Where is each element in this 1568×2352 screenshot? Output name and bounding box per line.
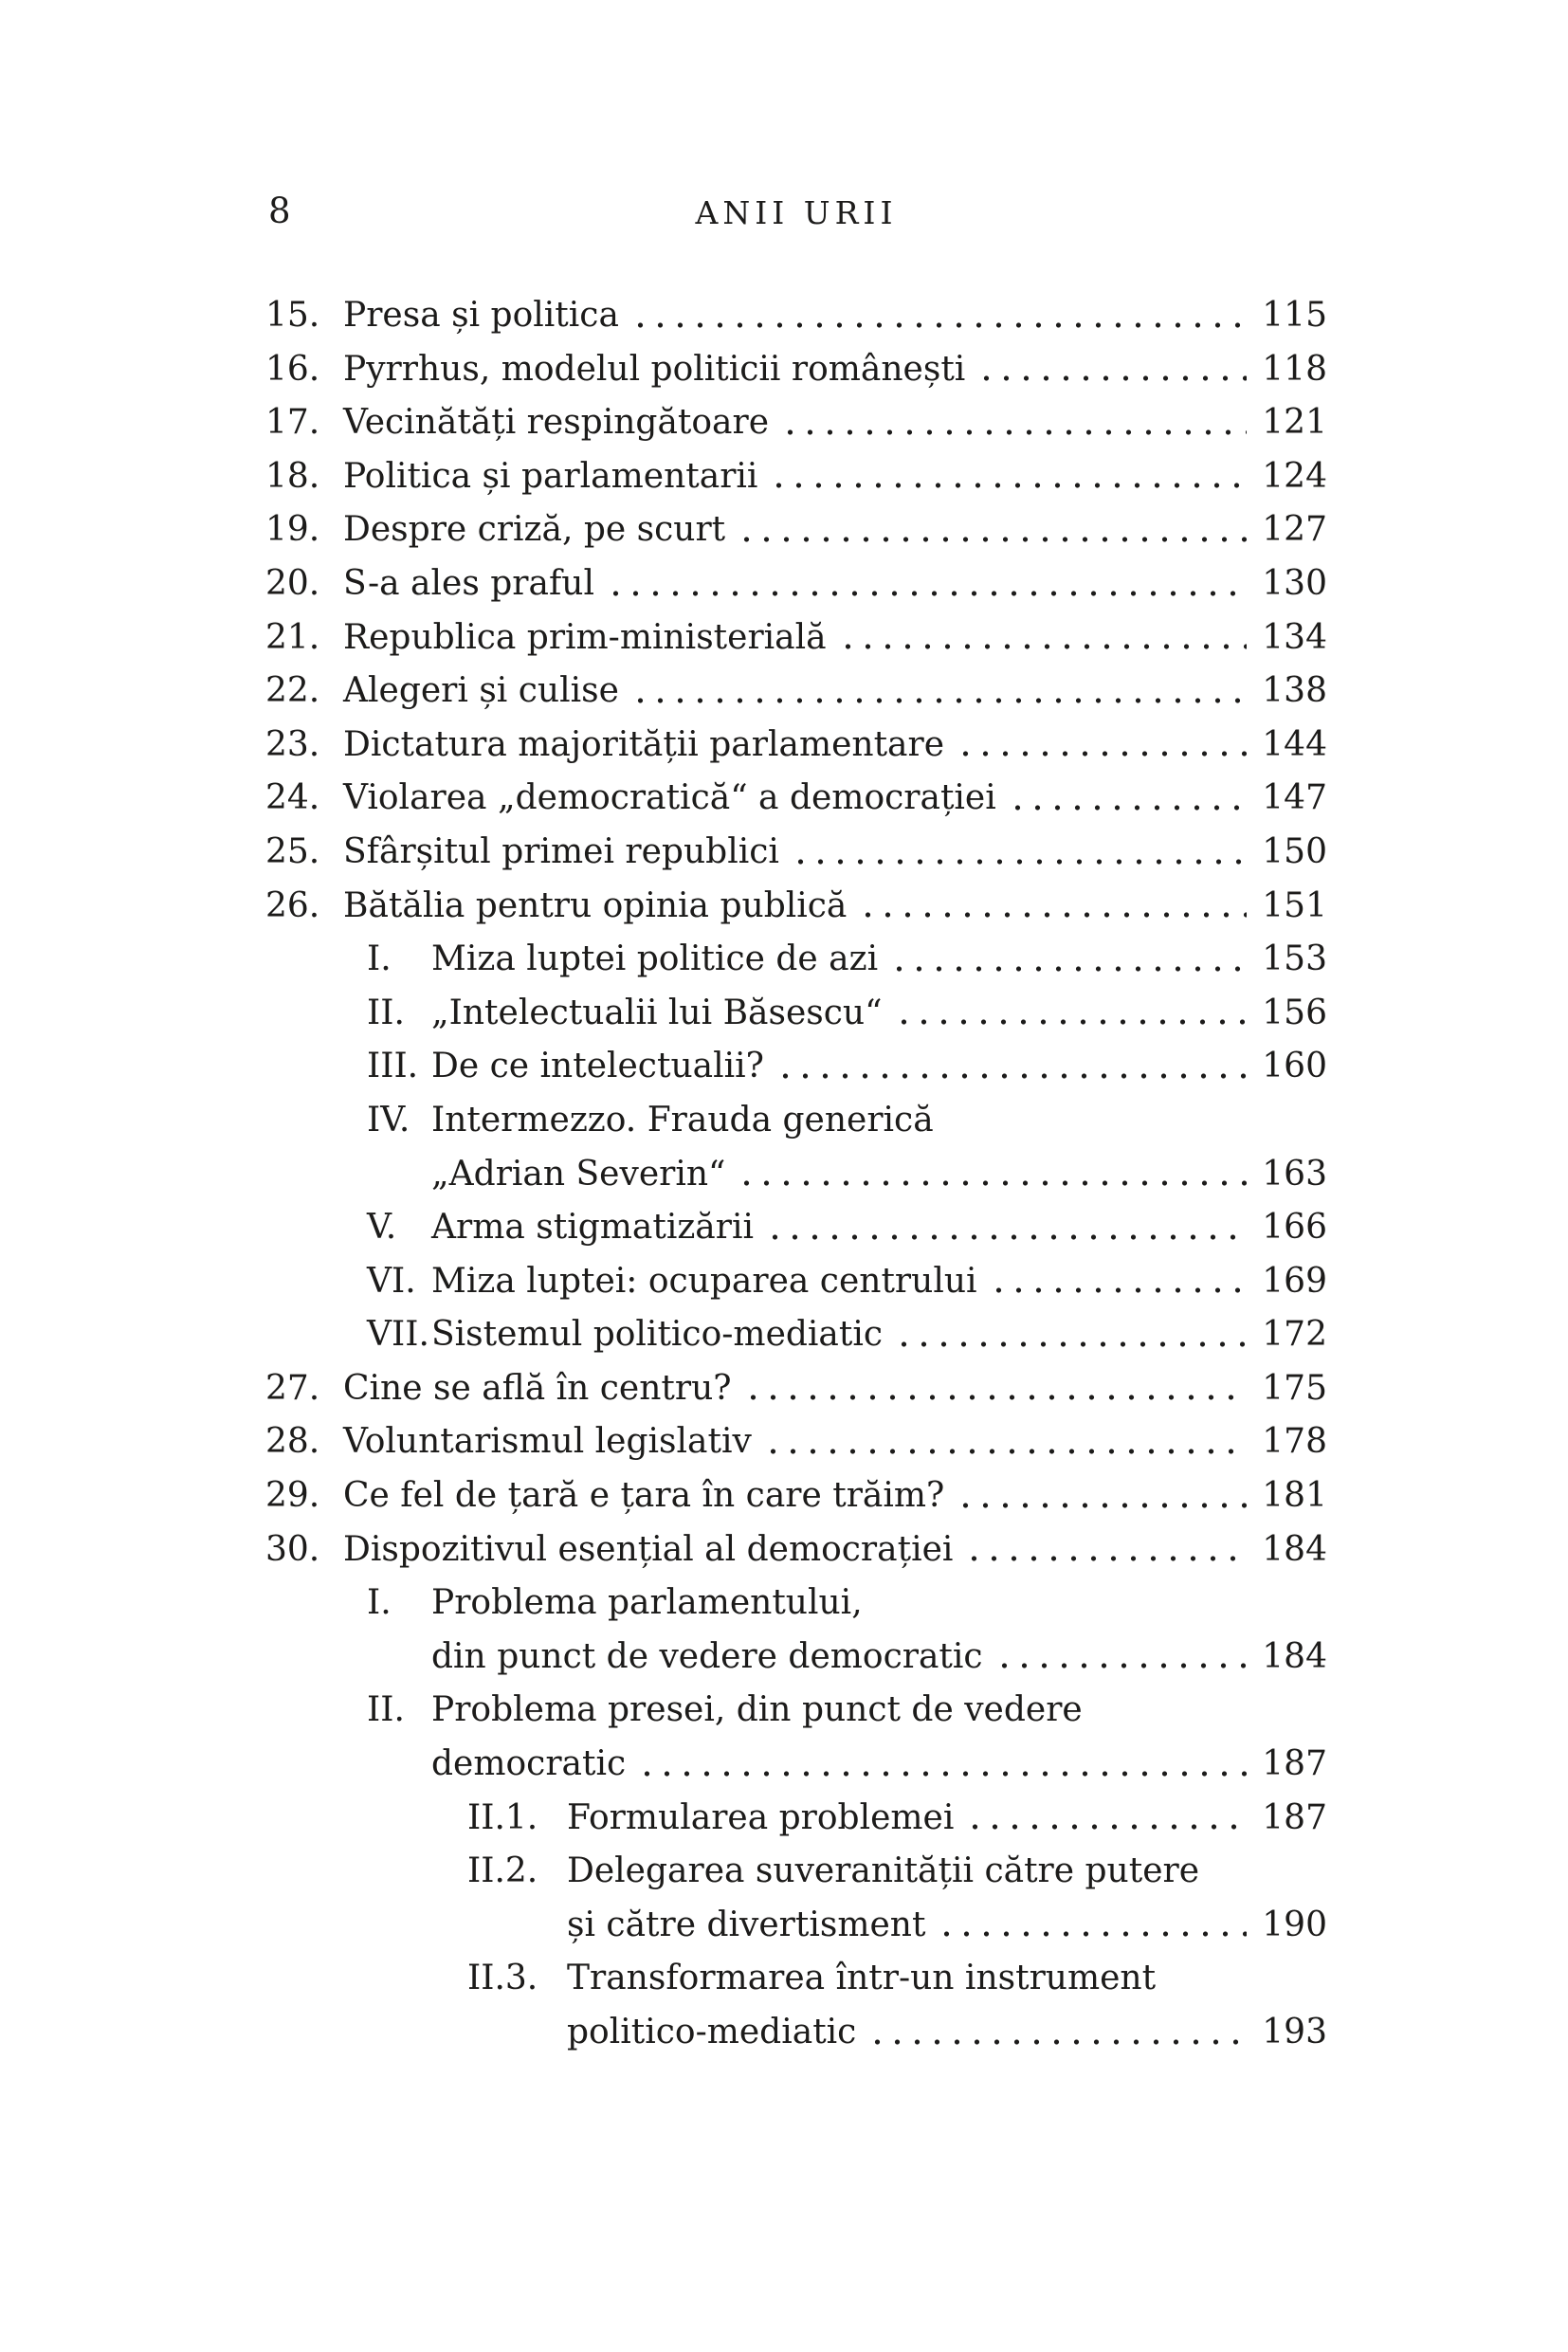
toc-entry-number: 30.: [265, 1529, 320, 1569]
dot-leader: [1094, 1684, 1249, 1738]
dot-leader: [964, 1523, 1247, 1577]
toc-entry-number: 22.: [265, 671, 320, 711]
dot-leader: [763, 1415, 1247, 1469]
toc-entry-title: Voluntarismul legislativ: [343, 1422, 752, 1462]
dot-leader: [894, 1308, 1247, 1362]
toc-row: [265, 987, 1327, 1041]
toc-entry-number: III.: [367, 1047, 419, 1086]
toc-entry-number: 29.: [265, 1476, 320, 1516]
toc-entry-number: 16.: [265, 349, 320, 389]
toc-entry-title: Despre criză, pe scurt: [343, 510, 726, 550]
toc-entry-title: Formularea problemei: [567, 1797, 955, 1837]
dot-leader: [994, 1631, 1248, 1685]
running-head: ANII URII: [695, 194, 898, 231]
dot-leader: [630, 289, 1247, 343]
toc-page-number: 172: [1262, 1315, 1327, 1355]
toc-row: [265, 450, 1327, 504]
toc-entry-title: Transformarea într-un instrument: [567, 1959, 1157, 1998]
toc-entry-number: IV.: [367, 1100, 410, 1140]
toc-row: [265, 1040, 1327, 1094]
toc-entry-title: politico-mediatic: [567, 2013, 857, 2051]
dot-leader: [780, 396, 1247, 450]
dot-leader: [965, 1792, 1247, 1846]
toc-entry-number: 27.: [265, 1368, 320, 1408]
toc-row: [265, 1094, 1327, 1148]
toc-row: [265, 1308, 1327, 1362]
toc-page-number: 130: [1262, 563, 1327, 603]
toc-entry-title: Miza luptei politice de azi: [431, 939, 879, 979]
toc-entry-title: Politica și parlamentarii: [343, 456, 758, 496]
toc-entry-number: II.1.: [467, 1797, 538, 1837]
dot-leader: [889, 933, 1247, 987]
toc-page-number: 150: [1262, 831, 1327, 871]
toc-page-number: 187: [1262, 1744, 1327, 1784]
dot-leader: [765, 1201, 1247, 1255]
dot-leader: [1211, 1845, 1249, 1899]
toc-entry-number: V.: [367, 1208, 397, 1248]
toc-entry-number: 19.: [265, 510, 320, 550]
toc-row: [265, 1738, 1327, 1792]
dot-leader: [945, 1094, 1249, 1148]
toc-entry-number: 18.: [265, 456, 320, 496]
dot-leader: [630, 665, 1247, 719]
toc-entry-title: Problema parlamentului,: [431, 1583, 863, 1623]
toc-entry-number: 25.: [265, 831, 320, 871]
dot-leader: [874, 1577, 1249, 1631]
dot-leader: [637, 1738, 1247, 1792]
toc-entry-title: „Intelectualii lui Băsescu“: [431, 993, 883, 1032]
toc-row: [265, 1415, 1327, 1469]
dot-leader: [937, 1899, 1247, 1953]
toc-entry-number: 23.: [265, 724, 320, 764]
toc-page-number: 181: [1262, 1476, 1327, 1516]
toc-page-number: 156: [1262, 993, 1327, 1032]
toc-row: [265, 396, 1327, 450]
toc-entry-title: și către divertisment: [567, 1905, 926, 1944]
toc-row: [265, 1792, 1327, 1846]
toc-row: [265, 1577, 1327, 1631]
toc-row: [265, 933, 1327, 987]
toc-entry-title: Sfârșitul primei republici: [343, 831, 779, 871]
toc-page-number: 124: [1262, 456, 1327, 496]
dot-leader: [737, 1148, 1247, 1202]
toc-row: [265, 1952, 1327, 2006]
toc-page-number: 153: [1262, 939, 1327, 979]
toc-entry-title: democratic: [431, 1744, 627, 1784]
toc-entry-title: Miza luptei: ocuparea centrului: [431, 1261, 977, 1301]
toc-entry-title: Intermezzo. Frauda generică: [431, 1100, 934, 1140]
toc-entry-number: 21.: [265, 617, 320, 657]
toc-row: [265, 1631, 1327, 1685]
toc-row: [265, 665, 1327, 719]
toc-row: [265, 343, 1327, 397]
toc-entry-number: II.: [367, 1690, 405, 1730]
dot-leader: [791, 826, 1247, 880]
toc-row: [265, 1255, 1327, 1309]
toc-entry-number: I.: [367, 939, 392, 979]
dot-leader: [858, 880, 1247, 934]
toc-entry-title: S-a ales praful: [343, 563, 594, 603]
toc-entry-title: Delegarea suveranității către putere: [567, 1851, 1200, 1891]
toc-entry-title: Problema presei, din punct de vedere: [431, 1690, 1083, 1730]
toc-entry-number: 24.: [265, 778, 320, 818]
dot-leader: [976, 343, 1247, 397]
toc-row: [265, 557, 1327, 611]
dot-leader: [775, 1040, 1247, 1094]
toc-entry-title: De ce intelectualii?: [431, 1047, 764, 1086]
toc-page-number: 115: [1262, 296, 1327, 335]
toc-page-number: 184: [1262, 1529, 1327, 1569]
toc-row: [265, 826, 1327, 880]
toc-entry-title: „Adrian Severin“: [431, 1154, 726, 1194]
dot-leader: [867, 2006, 1247, 2060]
toc-entry-number: II.: [367, 993, 405, 1032]
toc-page-number: 121: [1262, 403, 1327, 443]
toc-row: [265, 289, 1327, 343]
toc-entry-title: Dictatura majorității parlamentare: [343, 724, 945, 764]
toc-entry-title: Sistemul politico-mediatic: [431, 1315, 884, 1355]
toc-row: [265, 1899, 1327, 1953]
toc-entry-title: Violarea „democratică“ a democrației: [343, 778, 996, 818]
toc-row: [265, 880, 1327, 934]
toc-entry-title: Bătălia pentru opinia publică: [343, 885, 848, 925]
toc-entry-title: Alegeri și culise: [343, 671, 619, 711]
toc-entry-title: Vecinătăți respingătoare: [343, 403, 770, 443]
toc-page-number: 190: [1262, 1905, 1327, 1944]
toc-row: [265, 1684, 1327, 1738]
toc-row: [265, 1469, 1327, 1523]
toc-row: [265, 1362, 1327, 1416]
toc-entry-number: I.: [367, 1583, 392, 1623]
toc-page-number: 160: [1262, 1047, 1327, 1086]
toc-row: [265, 772, 1327, 826]
toc-page-number: 193: [1262, 2013, 1327, 2051]
toc-page-number: 144: [1262, 724, 1327, 764]
toc-row: [265, 1523, 1327, 1577]
toc-page-number: 151: [1262, 885, 1327, 925]
toc-page-number: 163: [1262, 1154, 1327, 1194]
toc-page-number: 147: [1262, 778, 1327, 818]
toc-page-number: 134: [1262, 617, 1327, 657]
toc-row: [265, 1845, 1327, 1899]
toc-entry-number: 20.: [265, 563, 320, 603]
toc-entry-number: 26.: [265, 885, 320, 925]
toc-entry-number: VI.: [367, 1261, 416, 1301]
toc-entry-number: 15.: [265, 296, 320, 335]
toc-entry-title: Dispozitivul esențial al democrației: [343, 1529, 954, 1569]
toc-row: [265, 503, 1327, 557]
toc-page-number: 187: [1262, 1797, 1327, 1837]
dot-leader: [956, 719, 1247, 773]
dot-leader: [737, 503, 1247, 557]
dot-leader: [606, 557, 1247, 611]
toc-row: [265, 1148, 1327, 1202]
table-of-contents: [265, 289, 1327, 2060]
toc-entry-number: II.3.: [467, 1959, 538, 1998]
dot-leader: [1167, 1952, 1249, 2006]
toc-entry-title: Pyrrhus, modelul politicii românești: [343, 349, 966, 389]
dot-leader: [956, 1469, 1247, 1523]
toc-page-number: 169: [1262, 1261, 1327, 1301]
toc-row: [265, 719, 1327, 773]
toc-entry-title: Presa și politica: [343, 296, 619, 335]
toc-page-number: 138: [1262, 671, 1327, 711]
toc-entry-number: 28.: [265, 1422, 320, 1462]
toc-row: [265, 1201, 1327, 1255]
toc-entry-number: 17.: [265, 403, 320, 443]
dot-leader: [989, 1255, 1248, 1309]
toc-page-number: 184: [1262, 1636, 1327, 1676]
toc-row: [265, 611, 1327, 665]
dot-leader: [743, 1362, 1248, 1416]
toc-entry-title: Ce fel de țară e țara în care trăim?: [343, 1476, 945, 1516]
dot-leader: [769, 450, 1247, 504]
toc-entry-title: din punct de vedere democratic: [431, 1636, 983, 1676]
toc-page-number: 175: [1262, 1368, 1327, 1408]
toc-entry-number: VII.: [367, 1315, 429, 1355]
toc-page-number: 178: [1262, 1422, 1327, 1462]
dot-leader: [894, 987, 1248, 1041]
toc-row: [265, 2006, 1327, 2060]
toc-page-number: 118: [1262, 349, 1327, 389]
toc-entry-title: Republica prim-ministerială: [343, 617, 827, 657]
toc-page-number: 166: [1262, 1208, 1327, 1248]
toc-entry-number: II.2.: [467, 1851, 538, 1891]
toc-page-number: 127: [1262, 510, 1327, 550]
page-number-folio: 8: [268, 191, 291, 231]
toc-entry-title: Arma stigmatizării: [431, 1208, 754, 1248]
dot-leader: [838, 611, 1248, 665]
toc-entry-title: Cine se află în centru?: [343, 1368, 732, 1408]
dot-leader: [1008, 772, 1248, 826]
